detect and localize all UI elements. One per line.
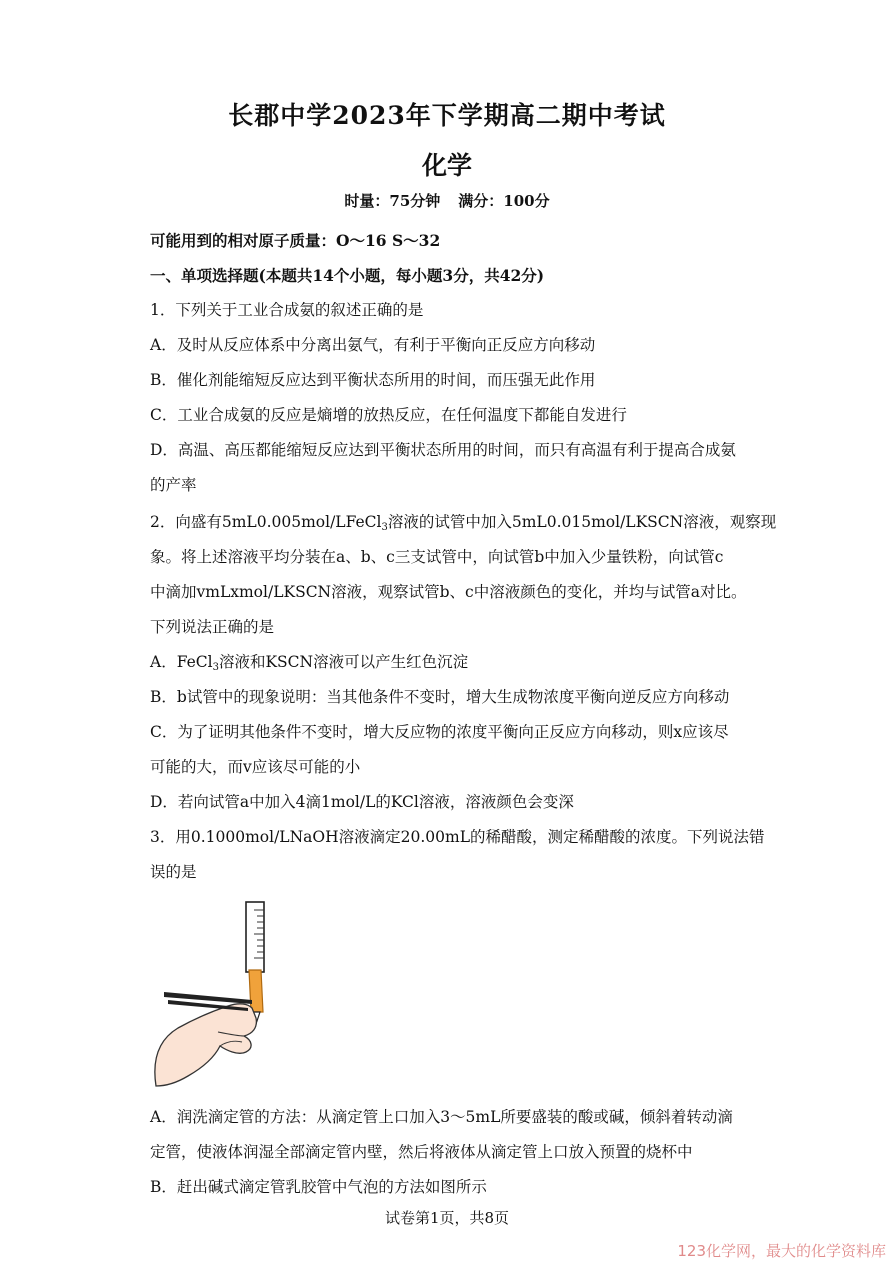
full-score: 满分：100分 <box>458 192 550 210</box>
subject-title: 化学 <box>421 151 472 180</box>
q2-option-a-part1: A．FeCl <box>150 653 213 671</box>
burette-hand-figure <box>148 900 278 1088</box>
q3-option-a-cont: 定管，使液体润湿全部滴定管内壁，然后将液体从滴定管上口放入预置的烧杯中 <box>150 1143 693 1161</box>
q3-stem-line1: 3．用0.1000mol/LNaOH溶液滴定20.00mL的稀醋酸，测定稀醋酸的浓度。下列说法错 <box>150 828 765 846</box>
q2-option-c-cont: 可能的大，而v应该尽可能的小 <box>150 758 361 776</box>
q1-option-d-cont: 的产率 <box>150 476 197 494</box>
q2-option-d: D．若向试管a中加入4滴1mol/L的KCl溶液，溶液颜色会变深 <box>150 793 574 811</box>
watermark: 123化学网，最大的化学资料库 <box>677 1242 886 1260</box>
page-footer: 试卷第1页，共8页 <box>384 1209 510 1227</box>
q2-stem-line4: 下列说法正确的是 <box>150 618 275 636</box>
q2-stem-part1: 2．向盛有5mL0.005mol/LFeCl <box>150 513 382 531</box>
q2-stem-part2: 溶液的试管中加入5mL0.015mol/LKSCN溶液，观察现 <box>387 513 777 531</box>
q2-stem-line1 <box>150 510 776 532</box>
q1-stem: 1．下列关于工业合成氨的叙述正确的是 <box>150 301 424 319</box>
section-heading: 一、单项选择题(本题共14个小题，每小题3分，共42分) <box>150 266 545 285</box>
hand <box>155 1004 257 1086</box>
q2-stem-line2: 象。将上述溶液平均分装在a、b、c三支试管中，向试管b中加入少量铁粉，向试管c <box>150 548 724 566</box>
q2-option-a-part2: 溶液和KSCN溶液可以产生红色沉淀 <box>218 653 469 671</box>
exam-meta <box>0 190 894 211</box>
q1-option-a: A．及时从反应体系中分离出氨气，有利于平衡向正反应方向移动 <box>150 336 596 354</box>
atomic-mass-note: 可能用到的相对原子质量：O～16 S～32 <box>150 231 441 250</box>
exam-title: 长郡中学2023年下学期高二期中考试 <box>228 101 666 130</box>
burette-tube <box>246 902 264 972</box>
q1-option-d: D．高温、高压都能缩短反应达到平衡状态所用的时间，而只有高温有利于提高合成氨 <box>150 441 736 459</box>
rubber-tube <box>249 970 263 1012</box>
q3-option-a: A．润洗滴定管的方法：从滴定管上口加入3～5mL所要盛装的酸或碱，倾斜着转动滴 <box>150 1108 733 1126</box>
q1-option-b: B．催化剂能缩短反应达到平衡状态所用的时间，而压强无此作用 <box>150 371 596 389</box>
subscript: 3 <box>212 662 219 673</box>
subscript: 3 <box>381 522 388 533</box>
q2-option-b: B．b试管中的现象说明：当其他条件不变时，增大生成物浓度平衡向逆反应方向移动 <box>150 688 730 706</box>
q2-option-a <box>150 650 468 672</box>
q1-option-c: C．工业合成氨的反应是熵增的放热反应，在任何温度下都能自发进行 <box>150 406 627 424</box>
time-limit: 时量：75分钟 <box>344 192 441 210</box>
q3-option-b: B．赶出碱式滴定管乳胶管中气泡的方法如图所示 <box>150 1178 487 1196</box>
q2-option-c: C．为了证明其他条件不变时，增大反应物的浓度平衡向正反应方向移动，则x应该尽 <box>150 723 729 741</box>
q3-stem-line2: 误的是 <box>150 863 197 881</box>
q2-stem-line3: 中滴加vmLxmol/LKSCN溶液，观察试管b、c中溶液颜色的变化，并均与试管a对比。 <box>150 583 747 601</box>
